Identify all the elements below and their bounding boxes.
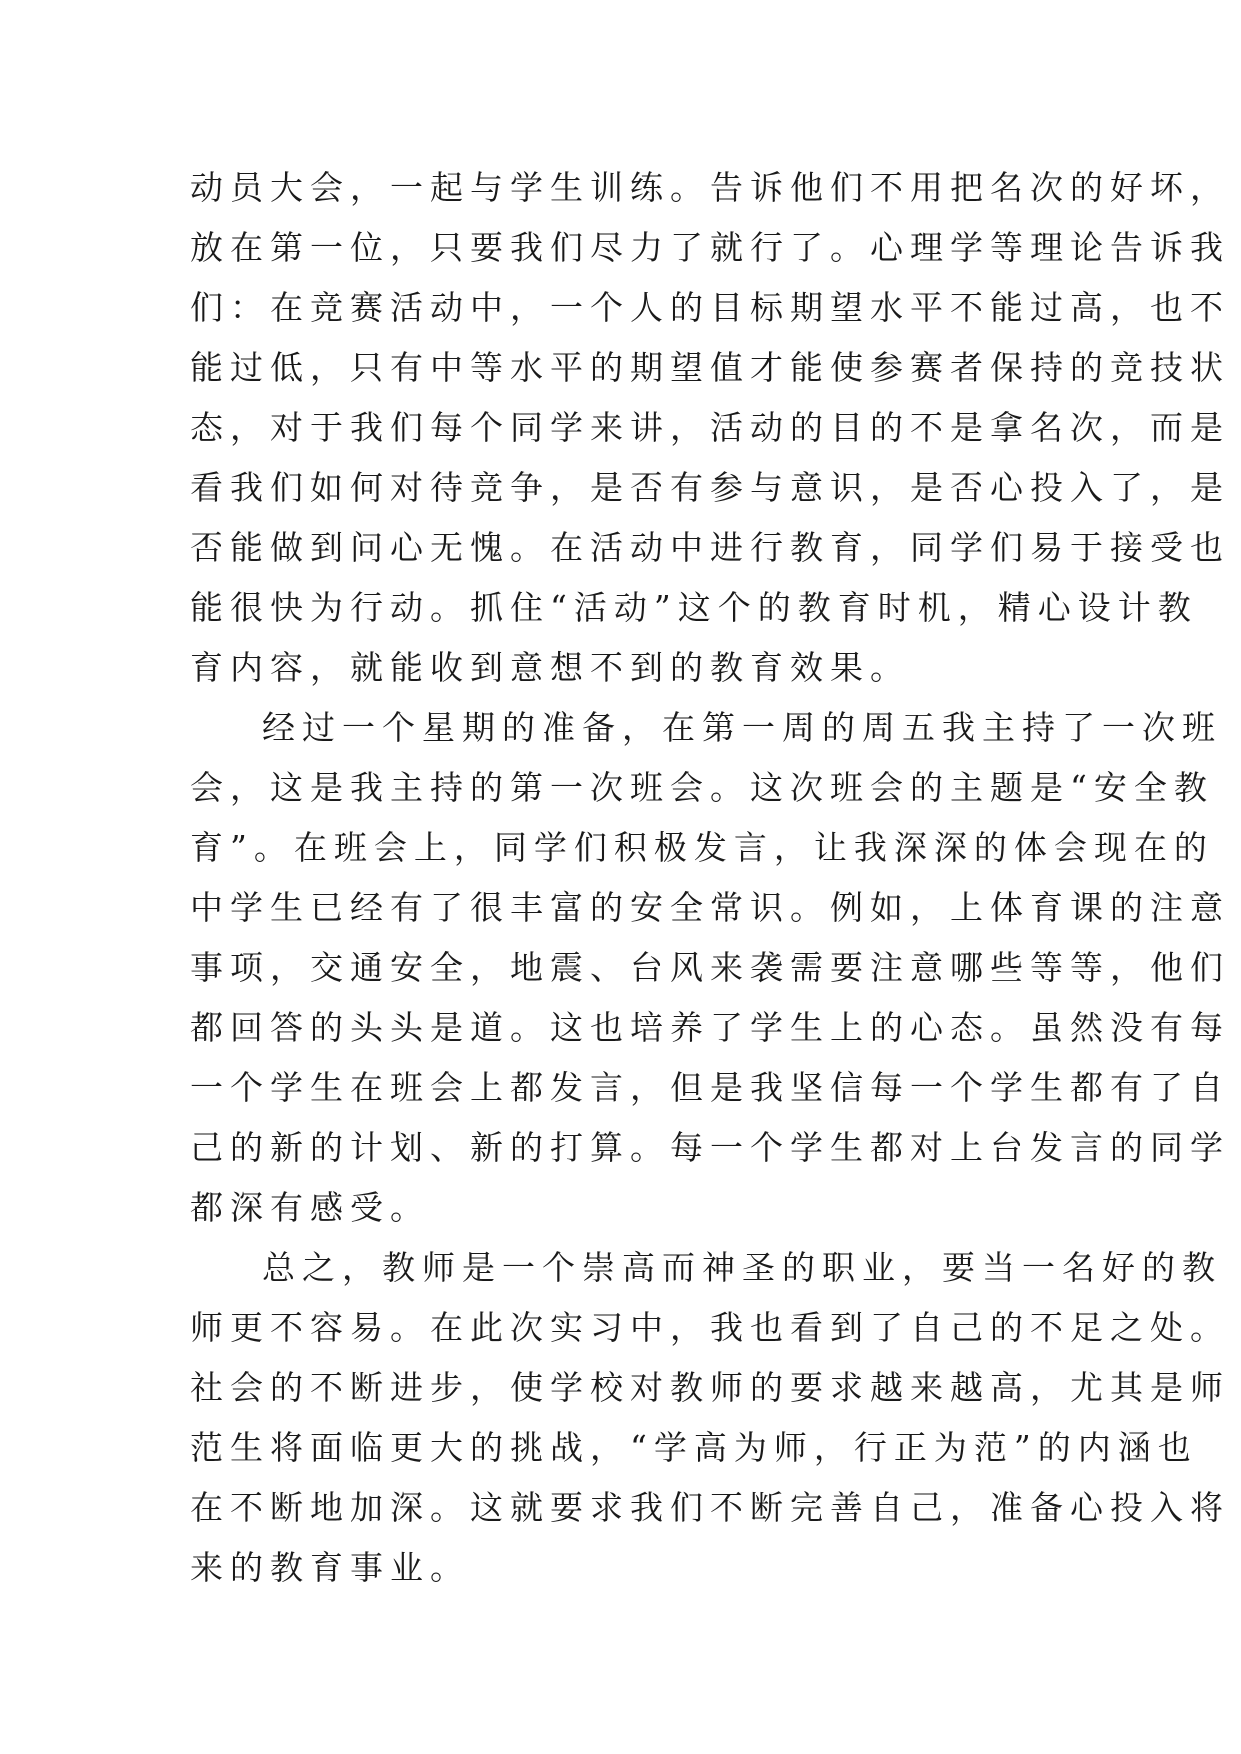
paragraph-3 (190, 1238, 1230, 1598)
text-line-first: 经过一个星期的准备，在第一周的周五我主持了一次班 (262, 708, 1222, 747)
text-line: 在不断地加深。这就要求我们不断完善自己，准备心投入将 (190, 1488, 1230, 1527)
text-line: 来的教育事业。 (190, 1548, 470, 1587)
text-line: 中学生已经有了很丰富的安全常识。例如，上体育课的注意 (190, 888, 1230, 927)
text-line: 否能做到问心无愧。在活动中进行教育，同学们易于接受也 (190, 528, 1230, 567)
text-line: 们：在竞赛活动中，一个人的目标期望水平不能过高，也不 (190, 288, 1230, 327)
text-line: 能很快为行动。抓住“活动”这个的教育时机，精心设计教 (190, 588, 1198, 627)
text-line: 看我们如何对待竞争，是否有参与意识，是否心投入了，是 (190, 468, 1230, 507)
text-line: 都回答的头头是道。这也培养了学生上的心态。虽然没有每 (190, 1008, 1230, 1047)
text-line: 育”。在班会上，同学们积极发言，让我深深的体会现在的 (190, 828, 1214, 867)
text-line: 会，这是我主持的第一次班会。这次班会的主题是“安全教 (190, 768, 1214, 807)
text-line: 放在第一位，只要我们尽力了就行了。心理学等理论告诉我 (190, 228, 1230, 267)
text-line: 都深有感受。 (190, 1188, 430, 1227)
text-line: 范生将面临更大的挑战，“学高为师，行正为范”的内涵也 (190, 1428, 1198, 1467)
text-line: 动员大会，一起与学生训练。告诉他们不用把名次的好坏， (190, 168, 1230, 207)
paragraph-2 (190, 698, 1230, 1238)
text-line: 能过低，只有中等水平的期望值才能使参赛者保持的竞技状 (190, 348, 1230, 387)
text-line: 态，对于我们每个同学来讲，活动的目的不是拿名次，而是 (190, 408, 1230, 447)
text-line: 师更不容易。在此次实习中，我也看到了自己的不足之处。 (190, 1308, 1230, 1347)
paragraph-1 (190, 158, 1230, 698)
text-line-first: 总之，教师是一个崇高而神圣的职业，要当一名好的教 (262, 1248, 1222, 1287)
text-line: 己的新的计划、新的打算。每一个学生都对上台发言的同学 (190, 1128, 1230, 1167)
text-line: 事项，交通安全，地震、台风来袭需要注意哪些等等，他们 (190, 948, 1230, 987)
text-line: 育内容，就能收到意想不到的教育效果。 (190, 648, 910, 687)
document-body (190, 158, 1230, 1598)
text-line: 一个学生在班会上都发言，但是我坚信每一个学生都有了自 (190, 1068, 1230, 1107)
text-line: 社会的不断进步，使学校对教师的要求越来越高，尤其是师 (190, 1368, 1230, 1407)
